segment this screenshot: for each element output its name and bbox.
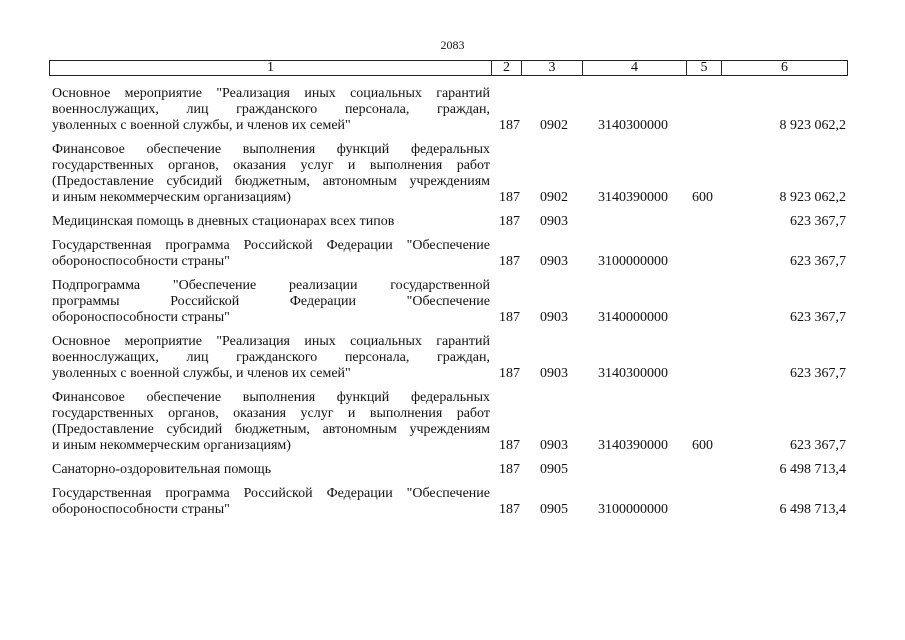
cell-c3: 0902 [540, 118, 568, 133]
description-line: обороноспособности страны" [52, 254, 230, 269]
cell-c2: 187 [499, 502, 520, 517]
row-description [52, 142, 490, 206]
table-row [49, 462, 848, 478]
cell-c2: 187 [499, 462, 520, 477]
description-line: Подпрограмма "Обеспечение реализации государственной [52, 278, 490, 293]
cell-c2: 187 [499, 190, 520, 205]
cell-c3: 0903 [540, 438, 568, 453]
cell-c2: 187 [499, 118, 520, 133]
description-line: Основное мероприятие "Реализация иных социальных гарантий [52, 86, 490, 101]
cell-c6: 6 498 713,4 [779, 462, 846, 477]
cell-c2: 187 [499, 438, 520, 453]
row-description [52, 86, 490, 134]
table-row [49, 238, 848, 270]
header-col-6: 6 [721, 61, 847, 75]
row-description [52, 462, 490, 478]
cell-c4: 3140300000 [598, 366, 668, 381]
page-number: 2083 [440, 38, 465, 52]
cell-c4: 3100000000 [598, 254, 668, 269]
cell-c4: 3140300000 [598, 118, 668, 133]
description-line: уволенных с военной службы, и членов их семей" [52, 366, 351, 381]
description-line: и иным некоммерческим организациям) [52, 438, 291, 453]
header-col-4: 4 [582, 61, 686, 75]
cell-c5: 600 [692, 438, 713, 453]
description-line: государственных органов, оказания услуг и выполнения работ [52, 158, 490, 173]
description-line: обороноспособности страны" [52, 310, 230, 325]
table-row [49, 334, 848, 382]
row-description [52, 390, 490, 454]
description-line: Финансовое обеспечение выполнения функций федеральных [52, 142, 490, 157]
cell-c2: 187 [499, 310, 520, 325]
table-row [49, 142, 848, 206]
cell-c6: 623 367,7 [790, 254, 846, 269]
table-body [49, 86, 848, 526]
cell-c4: 3140390000 [598, 190, 668, 205]
table-row [49, 86, 848, 134]
row-description [52, 214, 490, 230]
description-line: программы Российской Федерации "Обеспечение [52, 294, 490, 309]
cell-c3: 0902 [540, 190, 568, 205]
cell-c2: 187 [499, 366, 520, 381]
cell-c6: 8 923 062,2 [779, 118, 846, 133]
description-line: Санаторно-оздоровительная помощь [52, 462, 272, 477]
cell-c3: 0903 [540, 254, 568, 269]
description-line: Государственная программа Российской Федерации "Обеспечение [52, 486, 490, 501]
header-col-5: 5 [686, 61, 721, 75]
row-description [52, 486, 490, 518]
cell-c3: 0903 [540, 366, 568, 381]
cell-c2: 187 [499, 254, 520, 269]
cell-c5: 600 [692, 190, 713, 205]
header-col-1: 1 [267, 60, 274, 75]
description-line: Финансовое обеспечение выполнения функций федеральных [52, 390, 490, 405]
row-description [52, 334, 490, 382]
description-line: военнослужащих, лиц гражданского персонала, граждан, [52, 350, 490, 365]
cell-c2: 187 [499, 214, 520, 229]
header-col-3: 3 [521, 61, 582, 75]
description-line: (Предоставление субсидий бюджетным, автономным учреждениям [52, 174, 490, 189]
description-line: Государственная программа Российской Федерации "Обеспечение [52, 238, 490, 253]
cell-c6: 623 367,7 [790, 366, 846, 381]
cell-c3: 0905 [540, 462, 568, 477]
description-line: (Предоставление субсидий бюджетным, автономным учреждениям [52, 422, 490, 437]
description-line: государственных органов, оказания услуг и выполнения работ [52, 406, 490, 421]
cell-c3: 0903 [540, 310, 568, 325]
header-col-2: 2 [491, 61, 521, 75]
cell-c4: 3100000000 [598, 502, 668, 517]
description-line: обороноспособности страны" [52, 502, 230, 517]
table-row [49, 278, 848, 326]
table-header [49, 60, 848, 76]
cell-c3: 0905 [540, 502, 568, 517]
cell-c6: 8 923 062,2 [779, 190, 846, 205]
row-description [52, 238, 490, 270]
row-description [52, 278, 490, 326]
description-line: уволенных с военной службы, и членов их семей" [52, 118, 351, 133]
cell-c3: 0903 [540, 214, 568, 229]
description-line: Основное мероприятие "Реализация иных социальных гарантий [52, 334, 490, 349]
cell-c6: 623 367,7 [790, 214, 846, 229]
cell-c6: 623 367,7 [790, 310, 846, 325]
table-row [49, 486, 848, 518]
description-line: военнослужащих, лиц гражданского персонала, граждан, [52, 102, 490, 117]
cell-c4: 3140390000 [598, 438, 668, 453]
description-line: и иным некоммерческим организациям) [52, 190, 291, 205]
table-row [49, 390, 848, 454]
cell-c6: 6 498 713,4 [779, 502, 846, 517]
table-row [49, 214, 848, 230]
cell-c4: 3140000000 [598, 310, 668, 325]
description-line: Медицинская помощь в дневных стационарах всех типов [52, 214, 395, 229]
cell-c6: 623 367,7 [790, 438, 846, 453]
